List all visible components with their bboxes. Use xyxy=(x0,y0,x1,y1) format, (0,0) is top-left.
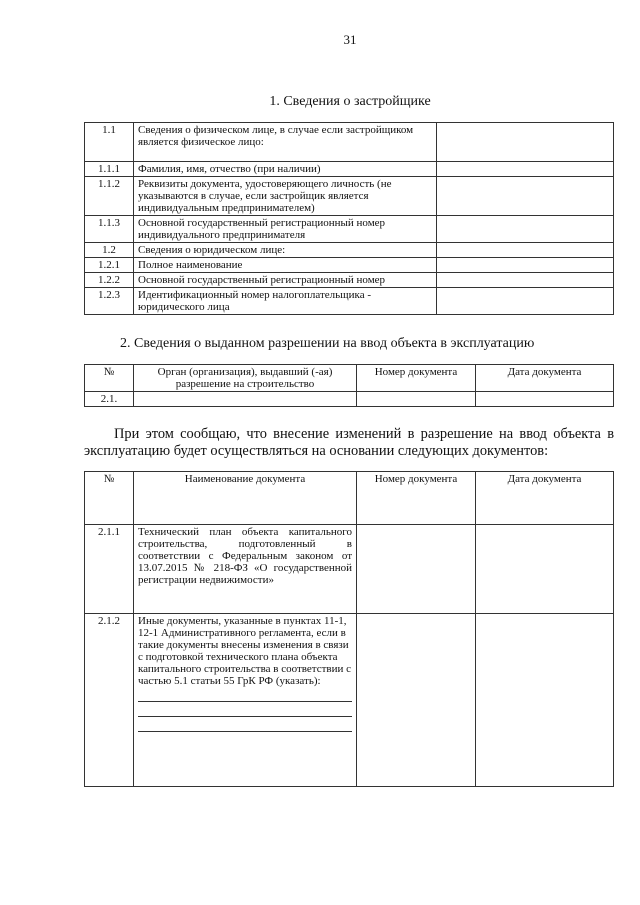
blank-line[interactable] xyxy=(138,689,352,702)
authority-cell[interactable] xyxy=(134,392,357,407)
table-row xyxy=(85,177,614,216)
row-value-cell[interactable] xyxy=(437,288,614,315)
row-value-cell[interactable] xyxy=(437,243,614,258)
table-row xyxy=(85,243,614,258)
row-number: 2.1.1 xyxy=(85,525,134,614)
row-label: Идентификационный номер налогоплательщика - юридического лица xyxy=(134,288,437,315)
doc-name-cell: Иные документы, указанные в пунктах 11-1, 12-1 Административного регламента, если в такие документы внесены изменения в связи с подготовкой технического плана объекта капитального строительства в соответствии с частью 5.1 статьи 55 ГрК РФ (указать): xyxy=(134,614,357,787)
row-value-cell[interactable] xyxy=(437,177,614,216)
col-doc-date-header: Дата документа xyxy=(476,472,614,525)
table-row xyxy=(85,162,614,177)
doc-number-cell[interactable] xyxy=(357,392,476,407)
table-row xyxy=(85,258,614,273)
row-number: 1.1 xyxy=(85,123,134,162)
documents-table xyxy=(84,471,614,787)
section1-title: 1. Сведения о застройщике xyxy=(269,94,431,109)
basis-paragraph: При этом сообщаю, что внесение изменений в разрешение на ввод объекта в эксплуатацию будет осуществляться на основании следующих документов: xyxy=(84,426,614,459)
table-header-row xyxy=(85,365,614,392)
col-doc-date-header: Дата документа xyxy=(476,365,614,392)
table-row xyxy=(85,392,614,407)
row-value-cell[interactable] xyxy=(437,258,614,273)
row-label: Сведения о физическом лице, в случае если застройщиком является физическое лицо: xyxy=(134,123,437,162)
row-label: Реквизиты документа, удостоверяющего личность (не указываются в случае, если застройщик является индивидуальным предпринимателем) xyxy=(134,177,437,216)
doc-date-cell[interactable] xyxy=(476,614,614,787)
doc-date-cell[interactable] xyxy=(476,525,614,614)
row-label: Основной государственный регистрационный номер xyxy=(134,273,437,288)
col-doc-number-header: Номер документа xyxy=(357,365,476,392)
table-row xyxy=(85,525,614,614)
permit-info-table xyxy=(84,364,614,407)
doc-number-cell[interactable] xyxy=(357,614,476,787)
col-authority-header: Орган (организация), выдавший (-ая) разрешение на строительство xyxy=(134,365,357,392)
row-label: Основной государственный регистрационный номер индивидуального предпринимателя xyxy=(134,216,437,243)
row-number: 1.1.1 xyxy=(85,162,134,177)
developer-info-table xyxy=(84,122,614,315)
row-number: 1.2.1 xyxy=(85,258,134,273)
row-number: 2.1. xyxy=(85,392,134,407)
page-number: 31 xyxy=(343,32,357,47)
col-number-header: № xyxy=(85,365,134,392)
row-value-cell[interactable] xyxy=(437,162,614,177)
table-row xyxy=(85,288,614,315)
row-number: 1.1.3 xyxy=(85,216,134,243)
row-number: 2.1.2 xyxy=(85,614,134,787)
blank-line[interactable] xyxy=(138,719,352,732)
row-number: 1.2.3 xyxy=(85,288,134,315)
col-doc-number-header: Номер документа xyxy=(357,472,476,525)
table-row xyxy=(85,614,614,787)
row-value-cell[interactable] xyxy=(437,273,614,288)
row-value-cell[interactable] xyxy=(437,216,614,243)
row-label: Полное наименование xyxy=(134,258,437,273)
row-value-cell[interactable] xyxy=(437,123,614,162)
table-row xyxy=(85,273,614,288)
row-number: 1.1.2 xyxy=(85,177,134,216)
doc-number-cell[interactable] xyxy=(357,525,476,614)
table-row xyxy=(85,123,614,162)
doc-name-cell: Технический план объекта капитального строительства, подготовленный в соответствии с Федеральным законом от 13.07.2015 № 218-ФЗ «О государственной регистрации недвижимости» xyxy=(134,525,357,614)
doc-date-cell[interactable] xyxy=(476,392,614,407)
table-header-row xyxy=(85,472,614,525)
col-number-header: № xyxy=(85,472,134,525)
blank-line[interactable] xyxy=(138,704,352,717)
col-doc-name-header: Наименование документа xyxy=(134,472,357,525)
row-number: 1.2.2 xyxy=(85,273,134,288)
table-row xyxy=(85,216,614,243)
row-label: Фамилия, имя, отчество (при наличии) xyxy=(134,162,437,177)
row-number: 1.2 xyxy=(85,243,134,258)
row-label: Сведения о юридическом лице: xyxy=(134,243,437,258)
section2-title: 2. Сведения о выданном разрешении на ввод объекта в эксплуатацию xyxy=(120,336,535,351)
